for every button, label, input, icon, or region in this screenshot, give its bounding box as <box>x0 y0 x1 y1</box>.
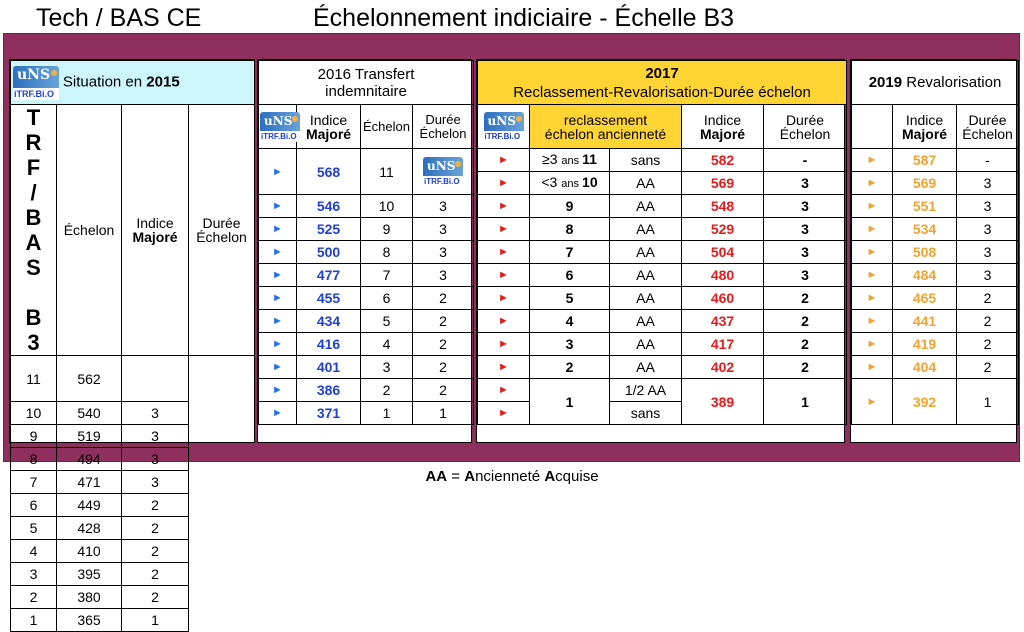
arrow-icon: ► <box>852 195 893 218</box>
arrow-icon: ► <box>852 310 893 333</box>
panel-2016-title: 2016 Transfert indemnitaire <box>259 61 474 105</box>
duree-echelon: 3 <box>764 218 847 241</box>
duree-echelon: - <box>957 149 1019 172</box>
indice-majore: 569 <box>682 172 764 195</box>
indice-majore: 540 <box>57 402 122 425</box>
echelon: 5 <box>11 517 57 540</box>
duree-echelon: 3 <box>764 195 847 218</box>
table-row <box>478 356 847 379</box>
indice-majore: 477 <box>297 264 361 287</box>
vertical-label-char: R <box>25 130 42 155</box>
indice-majore: 402 <box>682 356 764 379</box>
vertical-label-char: B <box>25 305 42 330</box>
anciennete: sans <box>610 402 682 425</box>
table-row <box>478 333 847 356</box>
unsa-logo-icon: uNS iTRF.Bi.O <box>484 112 524 142</box>
arrow-icon: ► <box>259 264 297 287</box>
duree-echelon: 3 <box>122 471 189 494</box>
indice-majore: 371 <box>297 402 361 425</box>
table-row <box>852 218 1019 241</box>
reclass-echelon: 9 <box>530 195 610 218</box>
vertical-label-char: 3 <box>27 330 40 355</box>
arrow-icon: ► <box>259 310 297 333</box>
arrow-icon: ► <box>478 149 530 172</box>
echelon: 3 <box>361 356 413 379</box>
anciennete: AA <box>610 287 682 310</box>
page-title: Échelonnement indiciaire - Échelle B3 <box>313 4 735 32</box>
arrow-icon: ► <box>478 264 530 287</box>
duree-echelon: 3 <box>764 172 847 195</box>
duree-echelon: 3 <box>957 218 1019 241</box>
duree-echelon: 3 <box>957 264 1019 287</box>
reclass-condition: <3 ans 10 <box>530 172 610 195</box>
duree-echelon: 2 <box>413 333 474 356</box>
echelon: 4 <box>11 540 57 563</box>
reclass-echelon: 5 <box>530 287 610 310</box>
duree-echelon: 2 <box>764 356 847 379</box>
duree-echelon: 2 <box>764 333 847 356</box>
table-row <box>852 195 1019 218</box>
indice-majore: 500 <box>297 241 361 264</box>
duree-echelon: 2 <box>122 494 189 517</box>
indice-majore: 534 <box>893 218 957 241</box>
anciennete: AA <box>610 241 682 264</box>
indice-majore: 449 <box>57 494 122 517</box>
indice-majore: 546 <box>297 195 361 218</box>
unsa-logo-icon: uNS iTRF.Bi.O <box>260 112 300 142</box>
indice-majore: 562 <box>57 356 122 402</box>
anciennete: AA <box>610 333 682 356</box>
unsa-logo-cell <box>413 149 474 195</box>
table-row <box>478 287 847 310</box>
table-row <box>259 241 474 264</box>
echelon: 1 <box>11 609 57 632</box>
indice-majore: 529 <box>682 218 764 241</box>
arrow-icon: ► <box>478 356 530 379</box>
table-row <box>478 310 847 333</box>
table-row <box>852 379 1019 402</box>
col-duree: Durée Échelon <box>957 105 1019 149</box>
anciennete: AA <box>610 356 682 379</box>
table-row <box>11 425 255 448</box>
echelon: 5 <box>361 310 413 333</box>
duree-echelon <box>122 356 189 402</box>
duree-echelon: 2 <box>764 287 847 310</box>
arrow-icon: ► <box>852 333 893 356</box>
indice-majore: 508 <box>893 241 957 264</box>
indice-majore: 416 <box>297 333 361 356</box>
duree-echelon: 2 <box>957 310 1019 333</box>
table-row <box>259 195 474 218</box>
indice-majore: 465 <box>893 287 957 310</box>
echelon: 10 <box>11 402 57 425</box>
duree-echelon: 1 <box>764 379 847 425</box>
reclass-echelon: 2 <box>530 356 610 379</box>
reclass-echelon: 6 <box>530 264 610 287</box>
anciennete: 1/2 AA <box>610 379 682 402</box>
indice-majore: 380 <box>57 586 122 609</box>
duree-echelon: 3 <box>122 402 189 425</box>
panel-2017 <box>476 59 845 443</box>
indice-majore: 568 <box>297 149 361 195</box>
vertical-label-char: / <box>30 180 37 205</box>
panel-2019 <box>850 59 1017 443</box>
arrow-icon: ► <box>259 287 297 310</box>
panel-2015-title: Situation en 2015 <box>62 73 180 91</box>
duree-echelon: 2 <box>764 310 847 333</box>
duree-echelon: 3 <box>122 448 189 471</box>
echelon: 9 <box>11 425 57 448</box>
echelon: 2 <box>361 379 413 402</box>
table-row <box>478 264 847 287</box>
arrow-icon: ► <box>259 379 297 402</box>
unsa-logo-cell <box>259 105 297 149</box>
indice-majore: 569 <box>893 172 957 195</box>
arrow-icon: ► <box>478 195 530 218</box>
indice-majore: 480 <box>682 264 764 287</box>
vertical-label-char: A <box>25 230 42 255</box>
echelon: 11 <box>11 356 57 402</box>
echelon: 1 <box>361 402 413 425</box>
echelon: 2 <box>11 586 57 609</box>
arrow-icon: ► <box>852 379 893 425</box>
echelon: 7 <box>361 264 413 287</box>
echelon: 8 <box>361 241 413 264</box>
table-row <box>259 310 474 333</box>
indice-majore: 419 <box>893 333 957 356</box>
table-row <box>11 356 255 379</box>
duree-echelon: 2 <box>413 356 474 379</box>
table-row <box>11 517 255 540</box>
duree-echelon: 2 <box>122 563 189 586</box>
echelon: 3 <box>11 563 57 586</box>
panel-2015-header <box>11 61 255 105</box>
table-row <box>259 287 474 310</box>
reclass-echelon: 1 <box>530 379 610 425</box>
vertical-label-char: T <box>26 105 41 130</box>
table-row <box>11 609 255 632</box>
arrow-icon: ► <box>259 356 297 379</box>
arrow-icon: ► <box>478 402 530 425</box>
duree-echelon: 2 <box>957 287 1019 310</box>
indice-majore: 484 <box>893 264 957 287</box>
duree-echelon: 2 <box>957 356 1019 379</box>
duree-echelon: 2 <box>413 287 474 310</box>
indice-majore: 551 <box>893 195 957 218</box>
duree-echelon: 3 <box>764 241 847 264</box>
arrow-icon: ► <box>478 310 530 333</box>
unsa-logo-icon: uNS iTRF.Bi.O <box>13 66 59 100</box>
reclass-echelon: 7 <box>530 241 610 264</box>
col-duree: Durée Échelon <box>189 105 255 356</box>
table-row <box>852 356 1019 379</box>
table-row <box>11 402 255 425</box>
table-row <box>259 333 474 356</box>
duree-echelon: 3 <box>122 425 189 448</box>
duree-echelon: 2 <box>413 310 474 333</box>
reclass-echelon: 4 <box>530 310 610 333</box>
indice-majore: 548 <box>682 195 764 218</box>
indice-majore: 389 <box>682 379 764 425</box>
indice-majore: 471 <box>57 471 122 494</box>
col-indice: Indice Majoré <box>122 105 189 356</box>
table-row <box>852 310 1019 333</box>
duree-echelon: 2 <box>122 586 189 609</box>
blank-cell <box>852 105 893 149</box>
legend-footer: AA = Ancienneté Acquise <box>425 468 599 485</box>
col-indice: Indice Majoré <box>297 105 361 149</box>
arrow-icon: ► <box>478 379 530 402</box>
echelon: 6 <box>361 287 413 310</box>
arrow-icon: ► <box>852 218 893 241</box>
table-row <box>11 586 255 609</box>
duree-echelon: 1 <box>413 402 474 425</box>
echelon: 4 <box>361 333 413 356</box>
duree-echelon: 3 <box>764 264 847 287</box>
indice-majore: 434 <box>297 310 361 333</box>
vertical-label-char <box>12 280 55 305</box>
anciennete: sans <box>610 149 682 172</box>
duree-echelon: 2 <box>122 540 189 563</box>
indice-majore: 404 <box>893 356 957 379</box>
arrow-icon: ► <box>259 195 297 218</box>
echelon: 7 <box>11 471 57 494</box>
echelon: 8 <box>11 448 57 471</box>
echelon: 6 <box>11 494 57 517</box>
col-reclassement: reclassement échelon ancienneté <box>530 105 682 149</box>
duree-echelon: 3 <box>957 172 1019 195</box>
arrow-icon: ► <box>478 218 530 241</box>
indice-majore: 417 <box>682 333 764 356</box>
table-row <box>852 333 1019 356</box>
arrow-icon: ► <box>259 241 297 264</box>
reclass-condition: ≥3 ans 11 <box>530 149 610 172</box>
panel-2017-title: 2017 Reclassement-Revalorisation-Durée échelon <box>478 61 847 105</box>
indice-majore: 365 <box>57 609 122 632</box>
vertical-label-char: F <box>26 155 41 180</box>
duree-echelon: 1 <box>957 379 1019 425</box>
col-duree: Durée Échelon <box>764 105 847 149</box>
table-row <box>11 540 255 563</box>
table-row <box>478 379 847 402</box>
table-row <box>852 241 1019 264</box>
indice-majore: 437 <box>682 310 764 333</box>
reclass-echelon: 8 <box>530 218 610 241</box>
indice-majore: 504 <box>682 241 764 264</box>
indice-majore: 519 <box>57 425 122 448</box>
duree-echelon: 3 <box>413 241 474 264</box>
arrow-icon: ► <box>478 333 530 356</box>
unsa-logo-cell <box>478 105 530 149</box>
table-row <box>259 402 474 425</box>
indice-majore: 410 <box>57 540 122 563</box>
table-row <box>852 149 1019 172</box>
arrow-icon: ► <box>852 172 893 195</box>
arrow-icon: ► <box>259 402 297 425</box>
anciennete: AA <box>610 195 682 218</box>
indice-majore: 455 <box>297 287 361 310</box>
vertical-label <box>11 105 57 356</box>
table-row <box>852 287 1019 310</box>
duree-echelon: 1 <box>122 609 189 632</box>
table-row <box>852 264 1019 287</box>
duree-echelon: 3 <box>413 218 474 241</box>
echelon: 10 <box>361 195 413 218</box>
table-row <box>259 356 474 379</box>
table-row <box>11 494 255 517</box>
indice-majore: 386 <box>297 379 361 402</box>
duree-echelon: 2 <box>957 333 1019 356</box>
arrow-icon: ► <box>259 218 297 241</box>
left-title: Tech / BAS CE <box>36 4 202 32</box>
table-row <box>478 241 847 264</box>
arrow-icon: ► <box>478 241 530 264</box>
indice-majore: 582 <box>682 149 764 172</box>
duree-echelon: - <box>764 149 847 172</box>
arrow-icon: ► <box>478 172 530 195</box>
indice-majore: 401 <box>297 356 361 379</box>
arrow-icon: ► <box>259 333 297 356</box>
table-row <box>478 149 847 172</box>
col-echelon: Échelon <box>57 105 122 356</box>
duree-echelon: 3 <box>957 241 1019 264</box>
anciennete: AA <box>610 310 682 333</box>
duree-echelon: 3 <box>957 195 1019 218</box>
arrow-icon: ► <box>478 287 530 310</box>
vertical-label-char: S <box>26 255 41 280</box>
indice-majore: 395 <box>57 563 122 586</box>
table-row <box>259 149 474 172</box>
unsa-logo-icon: uNS iTRF.Bi.O <box>423 157 463 187</box>
table-row <box>11 563 255 586</box>
indice-majore: 460 <box>682 287 764 310</box>
col-duree: Durée Échelon <box>413 105 474 149</box>
table-row <box>259 264 474 287</box>
table-row <box>478 195 847 218</box>
anciennete: AA <box>610 264 682 287</box>
duree-echelon: 2 <box>122 517 189 540</box>
col-indice: Indice Majoré <box>682 105 764 149</box>
panel-2019-title: 2019 Revalorisation <box>852 61 1019 105</box>
indice-majore: 587 <box>893 149 957 172</box>
arrow-icon: ► <box>852 149 893 172</box>
panel-2016 <box>257 59 472 443</box>
arrow-icon: ► <box>259 149 297 195</box>
col-indice: Indice Majoré <box>893 105 957 149</box>
echelon: 11 <box>361 149 413 195</box>
arrow-icon: ► <box>852 356 893 379</box>
arrow-icon: ► <box>852 287 893 310</box>
panel-2015 <box>9 59 255 628</box>
indice-majore: 428 <box>57 517 122 540</box>
duree-echelon: 2 <box>413 379 474 402</box>
indice-majore: 392 <box>893 379 957 425</box>
reclass-echelon: 3 <box>530 333 610 356</box>
arrow-icon: ► <box>852 264 893 287</box>
anciennete: AA <box>610 218 682 241</box>
arrow-icon: ► <box>852 241 893 264</box>
table-row <box>259 379 474 402</box>
table-row <box>259 218 474 241</box>
indice-majore: 525 <box>297 218 361 241</box>
table-row <box>852 172 1019 195</box>
echelon: 9 <box>361 218 413 241</box>
table-row <box>478 218 847 241</box>
table-row <box>478 172 847 195</box>
duree-echelon: 3 <box>413 195 474 218</box>
vertical-label-char: B <box>25 205 42 230</box>
col-echelon: Échelon <box>361 105 413 149</box>
indice-majore: 494 <box>57 448 122 471</box>
anciennete: AA <box>610 172 682 195</box>
indice-majore: 441 <box>893 310 957 333</box>
duree-echelon: 3 <box>413 264 474 287</box>
